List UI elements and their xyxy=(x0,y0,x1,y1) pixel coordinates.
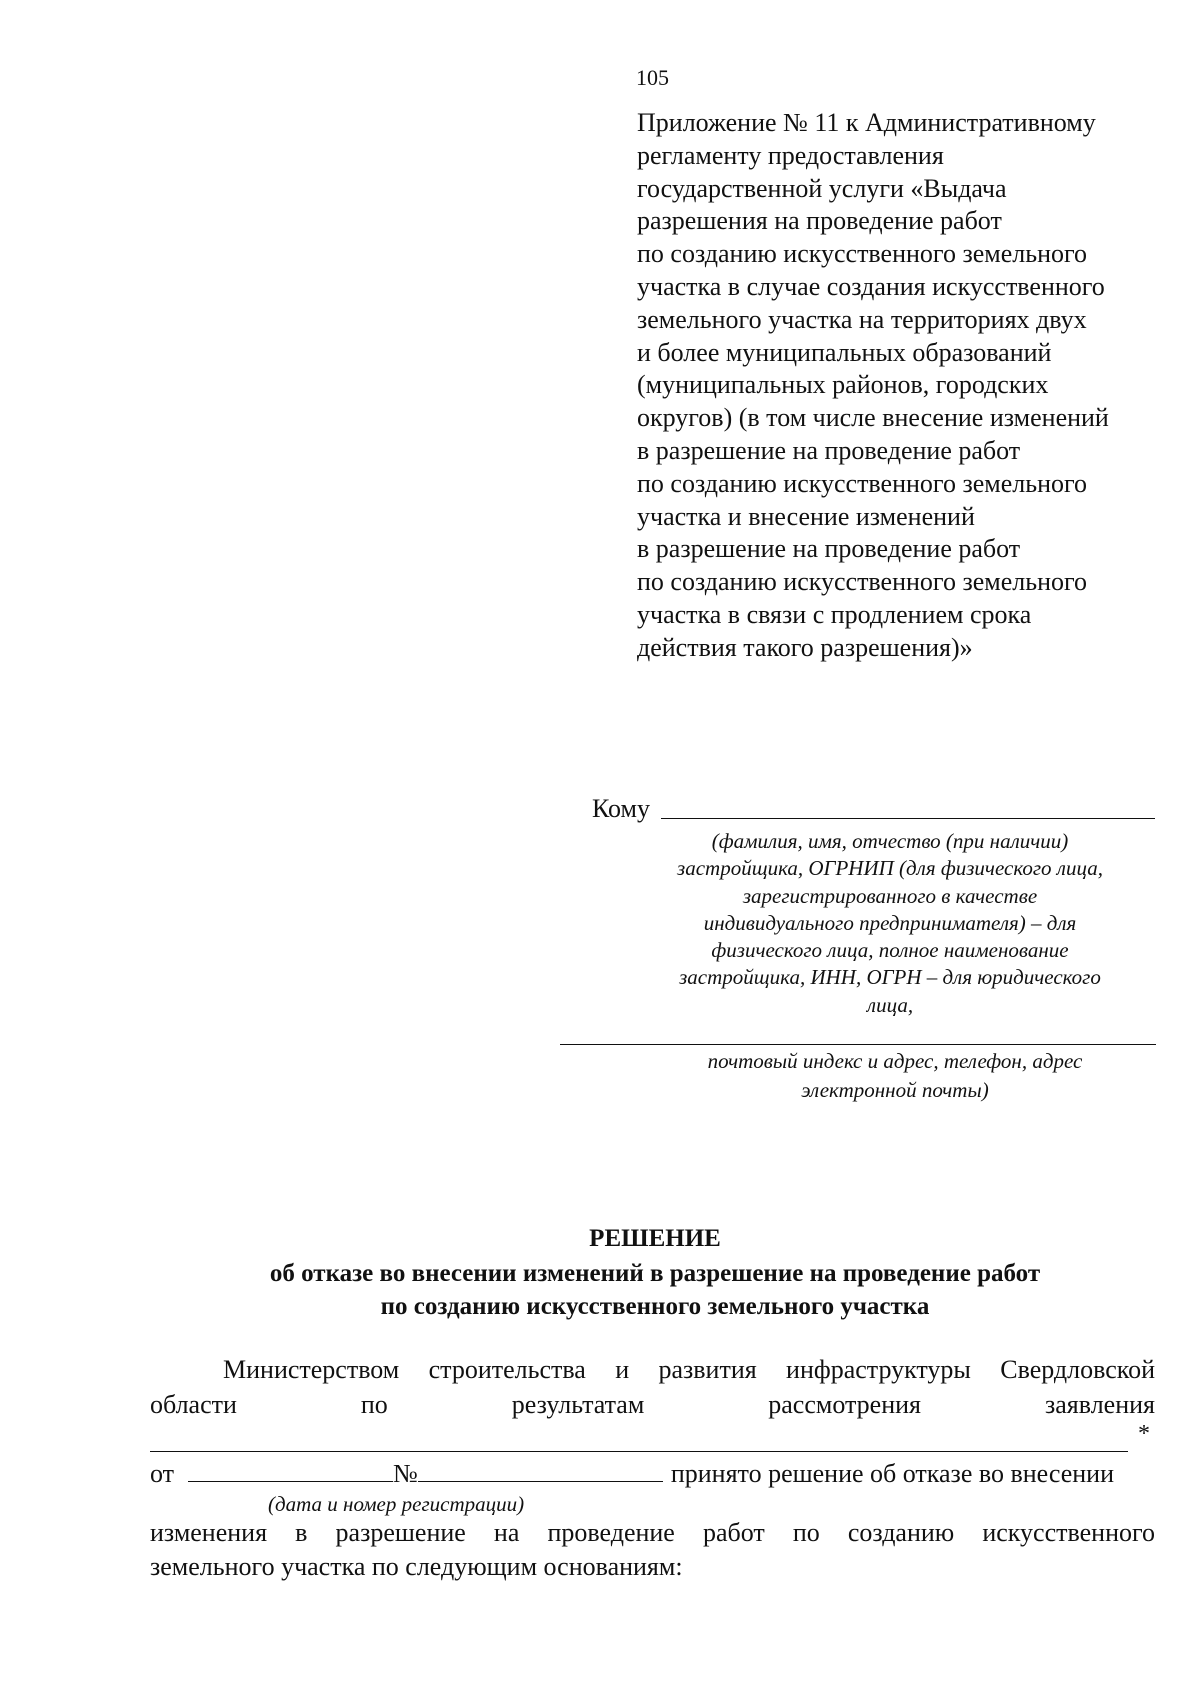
body-line-4: изменения в разрешение на проведение работ по созданию искусственного xyxy=(150,1518,1155,1547)
application-blank-line xyxy=(150,1451,1128,1452)
address-blank-line xyxy=(560,1044,1156,1045)
body-line-3 xyxy=(150,1458,1160,1490)
appendix-line: земельного участка на территориях двух xyxy=(637,304,1087,334)
address-hint-line: электронной почты) xyxy=(801,1078,989,1102)
appendix-line: в разрешение на проведение работ xyxy=(637,534,1021,564)
appendix-line: регламенту предоставления xyxy=(637,140,944,170)
appendix-header xyxy=(637,107,1177,665)
appendix-line: разрешения на проведение работ xyxy=(637,206,1002,236)
recipient-hint-line: физического лица, полное наименование xyxy=(711,938,1069,963)
body-word: рассмотрения xyxy=(768,1390,922,1419)
appendix-line: действия такого разрешения)» xyxy=(637,632,973,662)
number-blank xyxy=(418,1459,663,1482)
recipient-hint-line: (фамилия, имя, отчество (при наличии) xyxy=(711,829,1069,853)
decision-subtitle-line: по созданию искусственного земельного участка xyxy=(380,1293,930,1320)
recipient-hint xyxy=(630,828,1150,1019)
date-prefix: от xyxy=(150,1459,175,1488)
appendix-line: по созданию искусственного земельного xyxy=(637,468,1088,498)
page-number: 105 xyxy=(636,65,669,90)
recipient-blank-line xyxy=(661,818,1155,819)
appendix-line: участка и внесение изменений xyxy=(637,501,975,531)
recipient-hint-line: лица, xyxy=(866,992,914,1017)
body-word: заявления xyxy=(1044,1390,1155,1419)
body-word: результатам xyxy=(511,1390,645,1419)
recipient-label: Кому xyxy=(592,794,651,823)
appendix-line: по созданию искусственного земельного xyxy=(637,239,1088,269)
body-line-5: земельного участка по следующим основаниям: xyxy=(150,1552,683,1581)
decision-text: принято решение об отказе во внесении xyxy=(670,1459,1114,1488)
body-line-1: Министерством строительства и развития инфраструктуры Свердловской xyxy=(223,1355,1155,1384)
appendix-line: Приложение № 11 к Административному xyxy=(637,108,1096,137)
decision-subtitle-line: об отказе во внесении изменений в разрешение на проведение работ xyxy=(269,1260,1041,1287)
number-sign: № xyxy=(393,1459,418,1488)
recipient-hint-line: зарегистрированного в качестве xyxy=(742,883,1038,908)
address-hint-line: почтовый индекс и адрес, телефон, адрес xyxy=(707,1049,1083,1073)
appendix-line: и более муниципальных образований xyxy=(637,337,1052,367)
body-word: по xyxy=(360,1390,388,1419)
decision-title: РЕШЕНИЕ xyxy=(589,1225,721,1252)
appendix-line: округов) (в том числе внесение изменений xyxy=(637,403,1109,433)
recipient-hint-line: застройщика, ОГРНИП (для физического лица, xyxy=(677,856,1103,881)
recipient-hint-line: индивидуального предпринимателя) – для xyxy=(703,910,1077,935)
footnote-asterisk: * xyxy=(1138,1421,1150,1447)
appendix-line: по созданию искусственного земельного xyxy=(637,567,1088,597)
registration-hint: (дата и номер регистрации) xyxy=(268,1492,525,1516)
body-word: области xyxy=(150,1390,237,1419)
appendix-line: участка в случае создания искусственного xyxy=(637,271,1105,301)
appendix-line: участка в связи с продлением срока xyxy=(637,599,1032,629)
recipient-hint-line: застройщика, ИНН, ОГРН – для юридического xyxy=(679,965,1101,990)
appendix-line: в разрешение на проведение работ xyxy=(637,435,1021,465)
appendix-line: государственной услуги «Выдача xyxy=(637,173,1007,203)
decision-subtitle xyxy=(150,1257,1160,1323)
address-hint xyxy=(640,1047,1150,1105)
appendix-line: (муниципальных районов, городских xyxy=(637,370,1049,400)
body-line-2 xyxy=(150,1389,1155,1421)
date-blank xyxy=(188,1459,393,1482)
